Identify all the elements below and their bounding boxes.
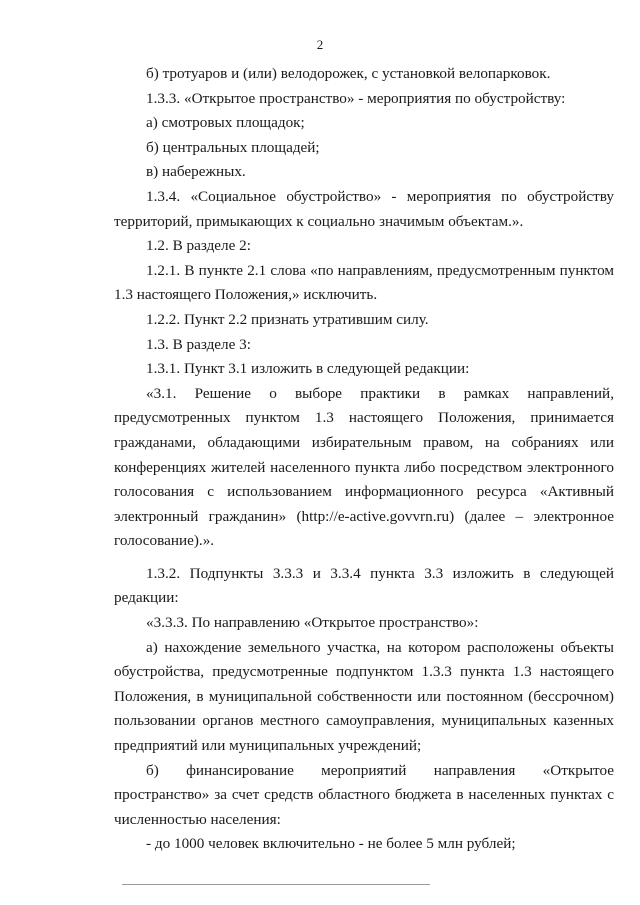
paragraph: «3.1. Решение о выборе практики в рамках направлений, предусмотренных пунктом 1.3 настоящего Положения, принимается гражданами, обладающими избирательным правом, на собраниях или конференциях жителей населенного пункта либо посредством электронного голосования с использованием информационного ресурса «Активный электронный гражданин» (http://e-active.govvrn.ru) (далее – электронное голосование).».	[114, 384, 614, 550]
paragraph: а) нахождение земельного участка, на котором расположены объекты обустройства, предусмотренные подпунктом 1.3.3 пункта 1.3 настоящего Положения, в муниципальной собственности или постоянном (бессрочном) пользовании органов местного самоуправления, муниципальных казенных предприятий или муниципальных учреждений;	[114, 638, 614, 755]
paragraph: 1.3.1. Пункт 3.1 изложить в следующей редакции:	[146, 360, 470, 378]
paragraph: 1.3.4. «Социальное обустройство» - мероприятия по обустройству территорий, примыкающих к социально значимым объектам.».	[114, 187, 614, 230]
paragraph: «3.3.3. По направлению «Открытое пространство»:	[146, 614, 479, 632]
paragraph: 1.3. В разделе 3:	[146, 335, 251, 353]
paragraph: 1.2. В разделе 2:	[146, 237, 251, 255]
document-body	[114, 62, 614, 857]
page-number: 2	[316, 37, 324, 52]
paragraph: б) центральных площадей;	[146, 138, 320, 156]
footer-rule	[122, 884, 430, 885]
paragraph: 1.2.1. В пункте 2.1 слова «по направлениям, предусмотренным пунктом 1.3 настоящего Положения,» исключить.	[114, 261, 614, 304]
paragraph: б) финансирование мероприятий направления «Открытое пространство» за счет средств областного бюджета в населенных пунктах с численностью населения:	[114, 761, 614, 828]
paragraph: - до 1000 человек включительно - не более 5 млн рублей;	[146, 835, 516, 853]
paragraph: а) смотровых площадок;	[146, 114, 305, 132]
paragraph: 1.2.2. Пункт 2.2 признать утратившим силу.	[146, 310, 429, 328]
paragraph: 1.3.2. Подпункты 3.3.3 и 3.3.4 пункта 3.3 изложить в следующей редакции:	[114, 564, 614, 607]
paragraph: 1.3.3. «Открытое пространство» - мероприятия по обустройству:	[146, 89, 566, 107]
paragraph: в) набережных.	[146, 163, 246, 181]
spacer	[114, 554, 614, 562]
paragraph: б) тротуаров и (или) велодорожек, с установкой велопарковок.	[146, 65, 551, 82]
